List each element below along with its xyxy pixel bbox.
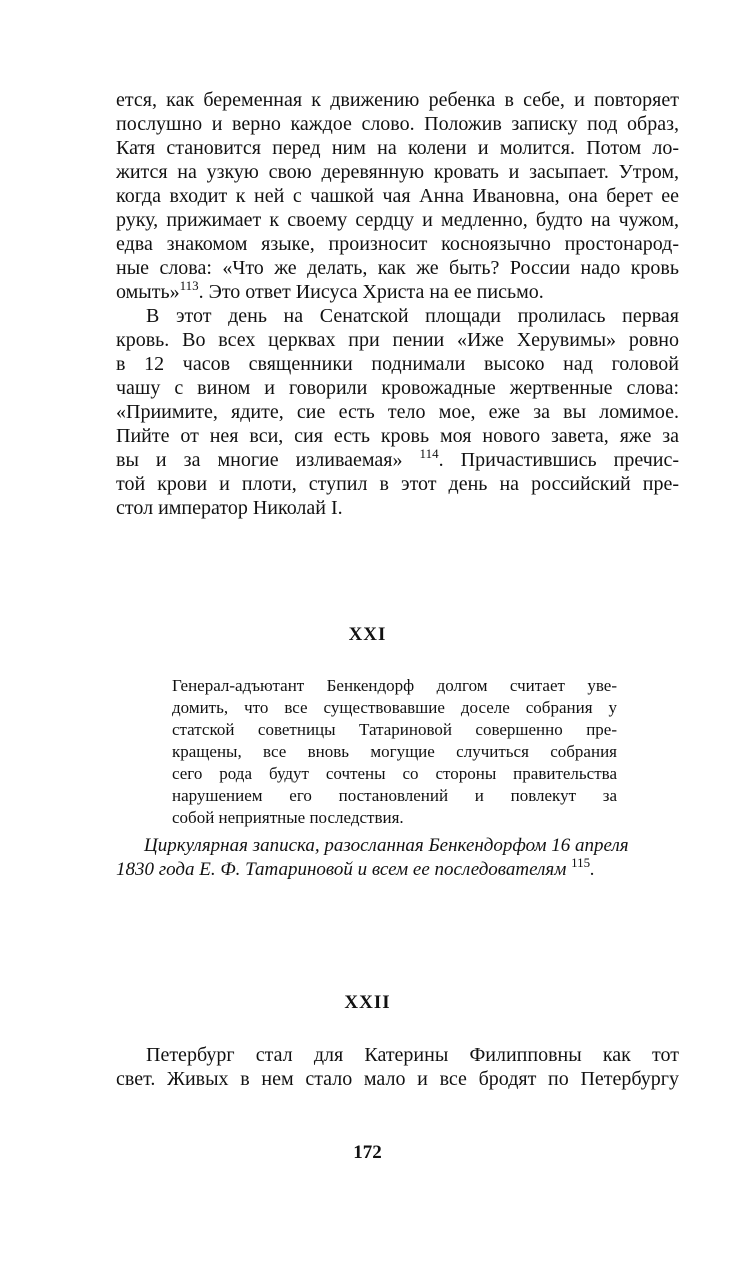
epigraph-line: нарушением его постановлений и повлекут за — [172, 786, 617, 805]
text-line: ные слова: «Что же делать, как же быть? России надо кровь — [116, 257, 679, 279]
chapter-heading: XXI — [348, 624, 387, 645]
text-fragment: . Причастившись пречис- — [438, 449, 679, 471]
epigraph-line: собой неприятные последствия. — [172, 808, 404, 827]
text-line: в 12 часов священники поднимали высоко над головой — [116, 353, 679, 375]
source-line — [116, 855, 679, 882]
epigraph-line: сего рода будут сочтены со стороны правительства — [172, 764, 617, 783]
text-line: «Приимите, ядите, сие есть тело мое, еже за вы ломимое. — [116, 401, 679, 423]
epigraph-line: статской советницы Татариновой совершенно пре- — [172, 720, 617, 739]
text-line: Пийте от нея вси, сия есть кровь моя нового завета, яже за — [116, 425, 679, 447]
text-line: Петербург стал для Катерины Филипповны как тот — [146, 1044, 679, 1066]
text-line: руку, прижимает к своему сердцу и медленно, будто на чужом, — [116, 209, 679, 231]
text-line: Катя становится перед ним на колени и молится. Потом ло- — [116, 137, 679, 159]
source-line: Циркулярная записка, разосланная Бенкендорфом 16 апреля — [144, 835, 629, 856]
epigraph-line: кращены, все вновь могущие случиться собрания — [172, 742, 617, 761]
page-number: 172 — [353, 1142, 382, 1163]
footnote-marker: 113 — [179, 278, 199, 293]
text-fragment: . — [590, 859, 595, 880]
text-fragment: омыть» — [116, 281, 180, 303]
epigraph-source — [116, 834, 679, 882]
paragraph-petersburg — [116, 1043, 679, 1091]
text-line: ется, как беременная к движению ребенка в себе, и повторяет — [116, 89, 679, 111]
footnote-marker: 114 — [419, 446, 439, 461]
text-line: едва знакомом языке, произносит косноязычно простонарод- — [116, 233, 679, 255]
paragraph-continuation — [116, 88, 679, 304]
text-line: чашу с вином и говорили кровожадные жертвенные слова: — [116, 377, 679, 399]
epigraph — [172, 675, 617, 829]
text-fragment: вы и за многие изливаемая» — [116, 449, 403, 471]
paragraph-senate-square — [116, 304, 679, 520]
text-fragment: 1830 года Е. Ф. Татариновой и всем ее последователям — [116, 859, 567, 880]
epigraph-line: Генерал-адъютант Бенкендорф долгом считает уве- — [172, 676, 617, 695]
text-line: жится на узкую свою деревянную кровать и засыпает. Утром, — [116, 161, 679, 183]
text-line: свет. Живых в нем стало мало и все бродят по Петербургу — [116, 1068, 679, 1090]
text-line: В этот день на Сенатской площади пролилась первая — [146, 305, 679, 327]
epigraph-line: домить, что все существовавшие доселе собрания у — [172, 698, 617, 717]
text-line: той крови и плоти, ступил в этот день на российский пре- — [116, 473, 679, 495]
text-line: стол император Николай I. — [116, 497, 343, 519]
text-fragment: . Это ответ Иисуса Христа на ее письмо. — [198, 281, 544, 303]
text-line: кровь. Во всех церквах при пении «Иже Херувимы» ровно — [116, 329, 679, 351]
text-line — [116, 280, 679, 304]
text-line — [116, 448, 679, 472]
text-line: послушно и верно каждое слово. Положив записку под образ, — [116, 113, 679, 135]
footnote-marker: 115 — [571, 855, 591, 870]
chapter-heading: XXII — [344, 992, 391, 1013]
text-line: когда входит к ней с чашкой чая Анна Ивановна, она берет ее — [116, 185, 679, 207]
